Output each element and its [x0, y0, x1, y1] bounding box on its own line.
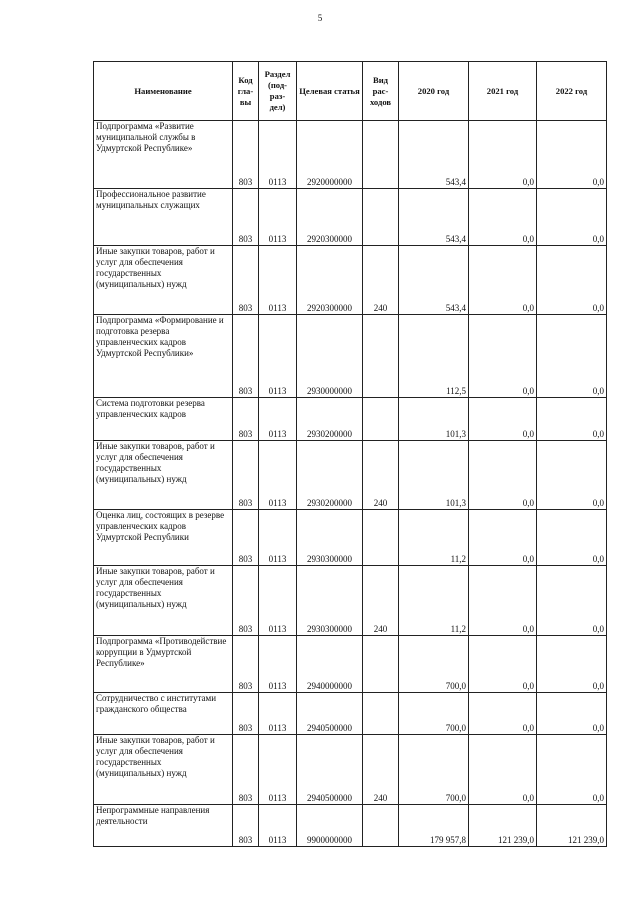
- row-expense: [363, 398, 399, 441]
- row-chapter: 803: [233, 636, 259, 693]
- header-chapter: Код гла- вы: [233, 62, 259, 121]
- row-2021: 0,0: [469, 189, 537, 246]
- row-2022: 0,0: [537, 693, 607, 735]
- row-2020: 101,3: [399, 398, 469, 441]
- row-chapter: 803: [233, 510, 259, 566]
- row-2021: 0,0: [469, 398, 537, 441]
- row-chapter: 803: [233, 566, 259, 636]
- row-name: Иные закупки товаров, работ и услуг для обеспечения государственных (муниципальных) нужд: [94, 441, 233, 510]
- table-row: [94, 121, 607, 189]
- header-section: Раздел (под- раз- дел): [259, 62, 297, 121]
- table-row: [94, 398, 607, 441]
- row-2021: 0,0: [469, 246, 537, 315]
- row-target: 2930300000: [297, 566, 363, 636]
- page-number: 5: [317, 13, 323, 23]
- header-2022: 2022 год: [537, 62, 607, 121]
- row-2020: 543,4: [399, 246, 469, 315]
- row-name: Подпрограмма «Противодействие коррупции в Удмуртской Республике»: [94, 636, 233, 693]
- row-chapter: 803: [233, 121, 259, 189]
- row-chapter: 803: [233, 693, 259, 735]
- row-expense: 240: [363, 441, 399, 510]
- row-target: 2940500000: [297, 693, 363, 735]
- row-2022: 0,0: [537, 735, 607, 805]
- row-2022: 0,0: [537, 510, 607, 566]
- row-2020: 179 957,8: [399, 805, 469, 847]
- row-chapter: 803: [233, 315, 259, 398]
- row-expense: 240: [363, 246, 399, 315]
- row-target: 2920300000: [297, 189, 363, 246]
- table-row: [94, 315, 607, 398]
- row-target: 2940000000: [297, 636, 363, 693]
- row-expense: 240: [363, 566, 399, 636]
- header-2021: 2021 год: [469, 62, 537, 121]
- row-target: 2940500000: [297, 735, 363, 805]
- row-2021: 0,0: [469, 693, 537, 735]
- table-row: [94, 510, 607, 566]
- row-chapter: 803: [233, 398, 259, 441]
- row-2020: 700,0: [399, 735, 469, 805]
- row-2021: 121 239,0: [469, 805, 537, 847]
- table-row: [94, 735, 607, 805]
- row-2020: 700,0: [399, 636, 469, 693]
- row-target: 2930200000: [297, 398, 363, 441]
- row-name: Профессиональное развитие муниципальных служащих: [94, 189, 233, 246]
- row-expense: [363, 805, 399, 847]
- row-expense: [363, 315, 399, 398]
- row-section: 0113: [259, 636, 297, 693]
- row-name: Непрограммные направления деятельности: [94, 805, 233, 847]
- row-2020: 11,2: [399, 566, 469, 636]
- row-2020: 543,4: [399, 189, 469, 246]
- row-chapter: 803: [233, 735, 259, 805]
- row-2020: 11,2: [399, 510, 469, 566]
- row-chapter: 803: [233, 246, 259, 315]
- row-section: 0113: [259, 805, 297, 847]
- table-row: [94, 566, 607, 636]
- row-2022: 0,0: [537, 566, 607, 636]
- row-2021: 0,0: [469, 315, 537, 398]
- row-target: 2920300000: [297, 246, 363, 315]
- row-section: 0113: [259, 398, 297, 441]
- row-chapter: 803: [233, 441, 259, 510]
- row-section: 0113: [259, 735, 297, 805]
- row-name: Система подготовки резерва управленческих кадров: [94, 398, 233, 441]
- row-2022: 0,0: [537, 315, 607, 398]
- header-row: [94, 62, 607, 121]
- row-expense: [363, 121, 399, 189]
- row-name: Иные закупки товаров, работ и услуг для обеспечения государственных (муниципальных) нужд: [94, 735, 233, 805]
- row-2021: 0,0: [469, 121, 537, 189]
- row-2020: 112,5: [399, 315, 469, 398]
- row-expense: [363, 510, 399, 566]
- row-target: 2920000000: [297, 121, 363, 189]
- row-section: 0113: [259, 693, 297, 735]
- table-row: [94, 441, 607, 510]
- row-name: Подпрограмма «Формирование и подготовка резерва управленческих кадров Удмуртской Республики»: [94, 315, 233, 398]
- row-2022: 0,0: [537, 121, 607, 189]
- row-section: 0113: [259, 510, 297, 566]
- row-expense: [363, 636, 399, 693]
- row-name: Сотрудничество с институтами гражданского общества: [94, 693, 233, 735]
- row-section: 0113: [259, 566, 297, 636]
- row-name: Оценка лиц, состоящих в резерве управленческих кадров Удмуртской Республики: [94, 510, 233, 566]
- row-2020: 543,4: [399, 121, 469, 189]
- table-row: [94, 805, 607, 847]
- row-2021: 0,0: [469, 636, 537, 693]
- row-target: 2930300000: [297, 510, 363, 566]
- row-2022: 0,0: [537, 636, 607, 693]
- row-2022: 0,0: [537, 189, 607, 246]
- row-section: 0113: [259, 246, 297, 315]
- header-2020: 2020 год: [399, 62, 469, 121]
- row-2022: 0,0: [537, 398, 607, 441]
- header-expense: Вид рас- ходов: [363, 62, 399, 121]
- table-row: [94, 693, 607, 735]
- row-section: 0113: [259, 315, 297, 398]
- row-2020: 101,3: [399, 441, 469, 510]
- table-row: [94, 189, 607, 246]
- row-section: 0113: [259, 441, 297, 510]
- row-2021: 0,0: [469, 566, 537, 636]
- row-name: Иные закупки товаров, работ и услуг для обеспечения государственных (муниципальных) нужд: [94, 246, 233, 315]
- row-name: Иные закупки товаров, работ и услуг для обеспечения государственных (муниципальных) нужд: [94, 566, 233, 636]
- row-2021: 0,0: [469, 510, 537, 566]
- row-expense: 240: [363, 735, 399, 805]
- row-2022: 121 239,0: [537, 805, 607, 847]
- row-2021: 0,0: [469, 735, 537, 805]
- header-name: Наименование: [94, 62, 233, 121]
- row-target: 9900000000: [297, 805, 363, 847]
- row-section: 0113: [259, 121, 297, 189]
- row-2022: 0,0: [537, 441, 607, 510]
- row-2022: 0,0: [537, 246, 607, 315]
- table-row: [94, 246, 607, 315]
- row-2021: 0,0: [469, 441, 537, 510]
- table-row: [94, 636, 607, 693]
- row-expense: [363, 189, 399, 246]
- row-target: 2930200000: [297, 441, 363, 510]
- header-target: Целевая статья: [297, 62, 363, 121]
- row-chapter: 803: [233, 805, 259, 847]
- row-chapter: 803: [233, 189, 259, 246]
- row-section: 0113: [259, 189, 297, 246]
- row-2020: 700,0: [399, 693, 469, 735]
- row-target: 2930000000: [297, 315, 363, 398]
- budget-table: [93, 61, 607, 847]
- row-expense: [363, 693, 399, 735]
- row-name: Подпрограмма «Развитие муниципальной службы в Удмуртской Республике»: [94, 121, 233, 189]
